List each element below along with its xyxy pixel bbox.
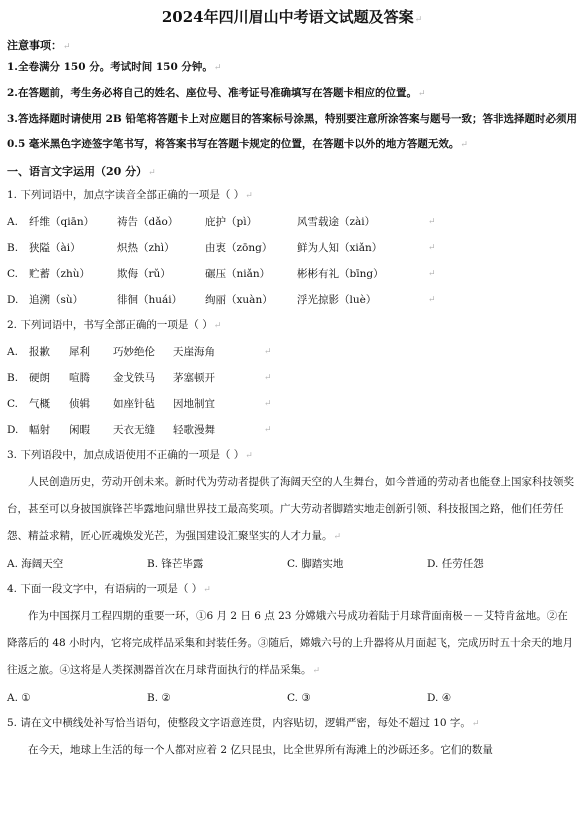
q2-option-row xyxy=(7,417,577,443)
q2-option-row xyxy=(7,391,577,417)
option-word: 喧腾 xyxy=(69,372,90,384)
option-word: 轻歌漫舞 xyxy=(173,424,215,436)
option-word: 彬彬有礼（bīng） xyxy=(297,268,384,280)
option-word: 碾压（niǎn） xyxy=(205,268,271,280)
question-4-choice-c: C. ③ xyxy=(287,692,311,704)
q2-option-row xyxy=(7,365,577,391)
option-word: 巧妙绝伦 xyxy=(113,346,155,358)
question-3-choice-c: C. 脚踏实地 xyxy=(287,558,344,570)
option-letter: C. xyxy=(7,398,18,410)
question-3-paragraph xyxy=(7,469,577,551)
return-mark-icon: ↵ xyxy=(428,217,436,227)
question-3-choices xyxy=(7,551,577,577)
question-4-stem xyxy=(7,577,577,603)
question-5-stem xyxy=(7,711,577,737)
question-3-stem xyxy=(7,443,577,469)
option-word: 茅塞顿开 xyxy=(173,372,215,384)
option-word: 狭隘（ài） xyxy=(29,242,81,254)
option-word: 报歉 xyxy=(29,346,50,358)
option-word: 鲜为人知（xiǎn） xyxy=(297,242,383,254)
option-word: 侦辑 xyxy=(69,398,90,410)
return-mark-icon: ↵ xyxy=(428,295,436,305)
question-4-stem-text: 4. 下面一段文字中，有语病的一项是（ ） xyxy=(7,583,203,595)
notice-item-2-text: 2.在答题前，考生务必将自己的姓名、座位号、准考证号准确填写在答题卡相应的位置。 xyxy=(7,87,417,99)
option-word: 绚丽（xuàn） xyxy=(205,294,273,306)
section-heading xyxy=(7,162,577,183)
option-letter: D. xyxy=(7,424,19,436)
return-mark-icon: ↵ xyxy=(148,168,156,178)
return-mark-icon: ↵ xyxy=(428,243,436,253)
option-word: 徘徊（huái） xyxy=(117,294,183,306)
return-mark-icon: ↵ xyxy=(333,532,342,542)
question-2-stem xyxy=(7,313,577,339)
option-letter: A. xyxy=(7,346,18,358)
section-heading-text: 一、语言文字运用（20 分） xyxy=(7,165,148,178)
question-5-paragraph xyxy=(7,737,577,764)
notice-item-1 xyxy=(7,55,577,81)
notice-item-3 xyxy=(7,107,577,158)
option-word: 金戈铁马 xyxy=(113,372,155,384)
option-word: 浮光掠影（luè） xyxy=(297,294,377,306)
return-mark-icon: ↵ xyxy=(264,347,272,357)
option-word: 犀利 xyxy=(69,346,90,358)
return-mark-icon: ↵ xyxy=(264,425,272,435)
option-letter: A. xyxy=(7,216,18,228)
option-word: 如座针毡 xyxy=(113,398,155,410)
option-letter: B. xyxy=(7,242,19,254)
option-word: 庇护（pì） xyxy=(205,216,258,228)
page-title-text: 2024年四川眉山中考语文试题及答案 xyxy=(161,8,414,26)
return-mark-icon: ↵ xyxy=(213,321,222,331)
question-3-choice-a: A. 海阔天空 xyxy=(7,558,64,570)
return-mark-icon: ↵ xyxy=(213,63,222,73)
option-word: 欺侮（rǔ） xyxy=(117,268,171,280)
return-mark-icon: ↵ xyxy=(414,15,423,25)
notice-item-1-text: 1.全卷满分 150 分。考试时间 150 分钟。 xyxy=(7,61,213,73)
question-1-stem xyxy=(7,183,577,209)
option-word: 炽热（zhì） xyxy=(117,242,175,254)
question-4-choice-a: A. ① xyxy=(7,692,31,704)
question-3-paragraph-text: 人民创造历史，劳动开创未来。新时代为劳动者提供了海阔天空的人生舞台，如今普通的劳动者也能登上国家科技领奖台，甚至可以身披国旗锋芒毕露地问鼎世界技工最高奖项。广大劳动者脚踏实地走创新引领、科技报国之路，他们任劳任怨、精益求精，匠心匠魂焕发光芒，为强国建设汇聚坚实的人才力量。 xyxy=(7,476,574,542)
question-1-stem-text: 1. 下列词语中，加点字读音全部正确的一项是（ ） xyxy=(7,189,245,201)
question-2-stem-text: 2. 下列词语中，书写全部正确的一项是（ ） xyxy=(7,319,213,331)
question-5-stem-text: 5. 请在文中横线处补写恰当语句，使整段文字语意连贯，内容贴切，逻辑严密，每处不超过 10 字。 xyxy=(7,717,471,729)
page-title xyxy=(7,6,577,28)
return-mark-icon: ↵ xyxy=(264,373,272,383)
option-word: 因地制宜 xyxy=(173,398,215,410)
question-2-options xyxy=(7,339,577,443)
return-mark-icon: ↵ xyxy=(203,585,211,595)
return-mark-icon: ↵ xyxy=(264,399,272,409)
option-word: 幅射 xyxy=(29,424,50,436)
option-word: 追溯（sù） xyxy=(29,294,84,306)
option-letter: D. xyxy=(7,294,19,306)
question-1-options xyxy=(7,209,577,313)
return-mark-icon: ↵ xyxy=(460,140,468,150)
q2-option-row xyxy=(7,339,577,365)
question-3-stem-text: 3. 下列语段中，加点成语使用不正确的一项是（ ） xyxy=(7,449,245,461)
q1-option-row xyxy=(7,261,577,287)
question-3-choice-b: B. 锋芒毕露 xyxy=(147,558,204,570)
option-word: 天崖海角 xyxy=(173,346,215,358)
question-4-paragraph xyxy=(7,603,577,685)
notice-item-2 xyxy=(7,81,577,107)
option-letter: B. xyxy=(7,372,19,384)
option-word: 硬朗 xyxy=(29,372,50,384)
option-letter: C. xyxy=(7,268,18,280)
q1-option-row xyxy=(7,209,577,235)
question-4-choice-d: D. ④ xyxy=(427,692,452,704)
option-word: 气概 xyxy=(29,398,50,410)
notice-heading-text: 注意事项： xyxy=(7,39,62,52)
option-word: 由衷（zōng） xyxy=(205,242,273,254)
question-4-choice-b: B. ② xyxy=(147,692,171,704)
q1-option-row xyxy=(7,235,577,261)
option-word: 风雪载途（zài） xyxy=(297,216,376,228)
return-mark-icon: ↵ xyxy=(428,269,436,279)
return-mark-icon: ↵ xyxy=(245,451,253,461)
option-word: 天衣无缝 xyxy=(113,424,155,436)
notice-heading xyxy=(7,38,577,55)
q1-option-row xyxy=(7,287,577,313)
return-mark-icon: ↵ xyxy=(471,719,480,729)
option-word: 贮蓄（zhù） xyxy=(29,268,91,280)
option-word: 闲暇 xyxy=(69,424,90,436)
option-word: 纤维（qiān） xyxy=(29,216,95,228)
option-word: 祷告（dǎo） xyxy=(117,216,179,228)
question-4-choices xyxy=(7,685,577,711)
question-3-choice-d: D. 任劳任怨 xyxy=(427,558,484,570)
question-5-paragraph-text: 在今天，地球上生活的每一个人都对应着 2 亿只昆虫，比全世界所有海滩上的沙砾还多。它们的数量 xyxy=(28,744,493,756)
return-mark-icon: ↵ xyxy=(312,666,321,676)
notice-item-3-text: 3.答选择题时请使用 2B 铅笔将答题卡上对应题目的答案标号涂黑，特别要注意所涂答案与题号一致；答非选择题时必须用 0.5 毫米黑色字迹签字笔书写，将答案书写在答题卡规定的位置，在答题卡以外的地方答题无效。 xyxy=(7,113,577,150)
return-mark-icon: ↵ xyxy=(63,42,71,52)
return-mark-icon: ↵ xyxy=(245,191,253,201)
question-4-paragraph-text: 作为中国探月工程四期的重要一环，①6 月 2 日 6 点 23 分嫦娥六号成功着陆于月球背面南极－－艾特肯盆地。②在降落后的 48 小时内，它将完成样品采集和封装任务。③随后，嫦娥六号的上升器将从月面起飞，完成历时五十余天的地月往返之旅。④这将是人类探测器首次在月球背面执行的样品采集。 xyxy=(7,610,574,676)
return-mark-icon: ↵ xyxy=(417,89,426,99)
